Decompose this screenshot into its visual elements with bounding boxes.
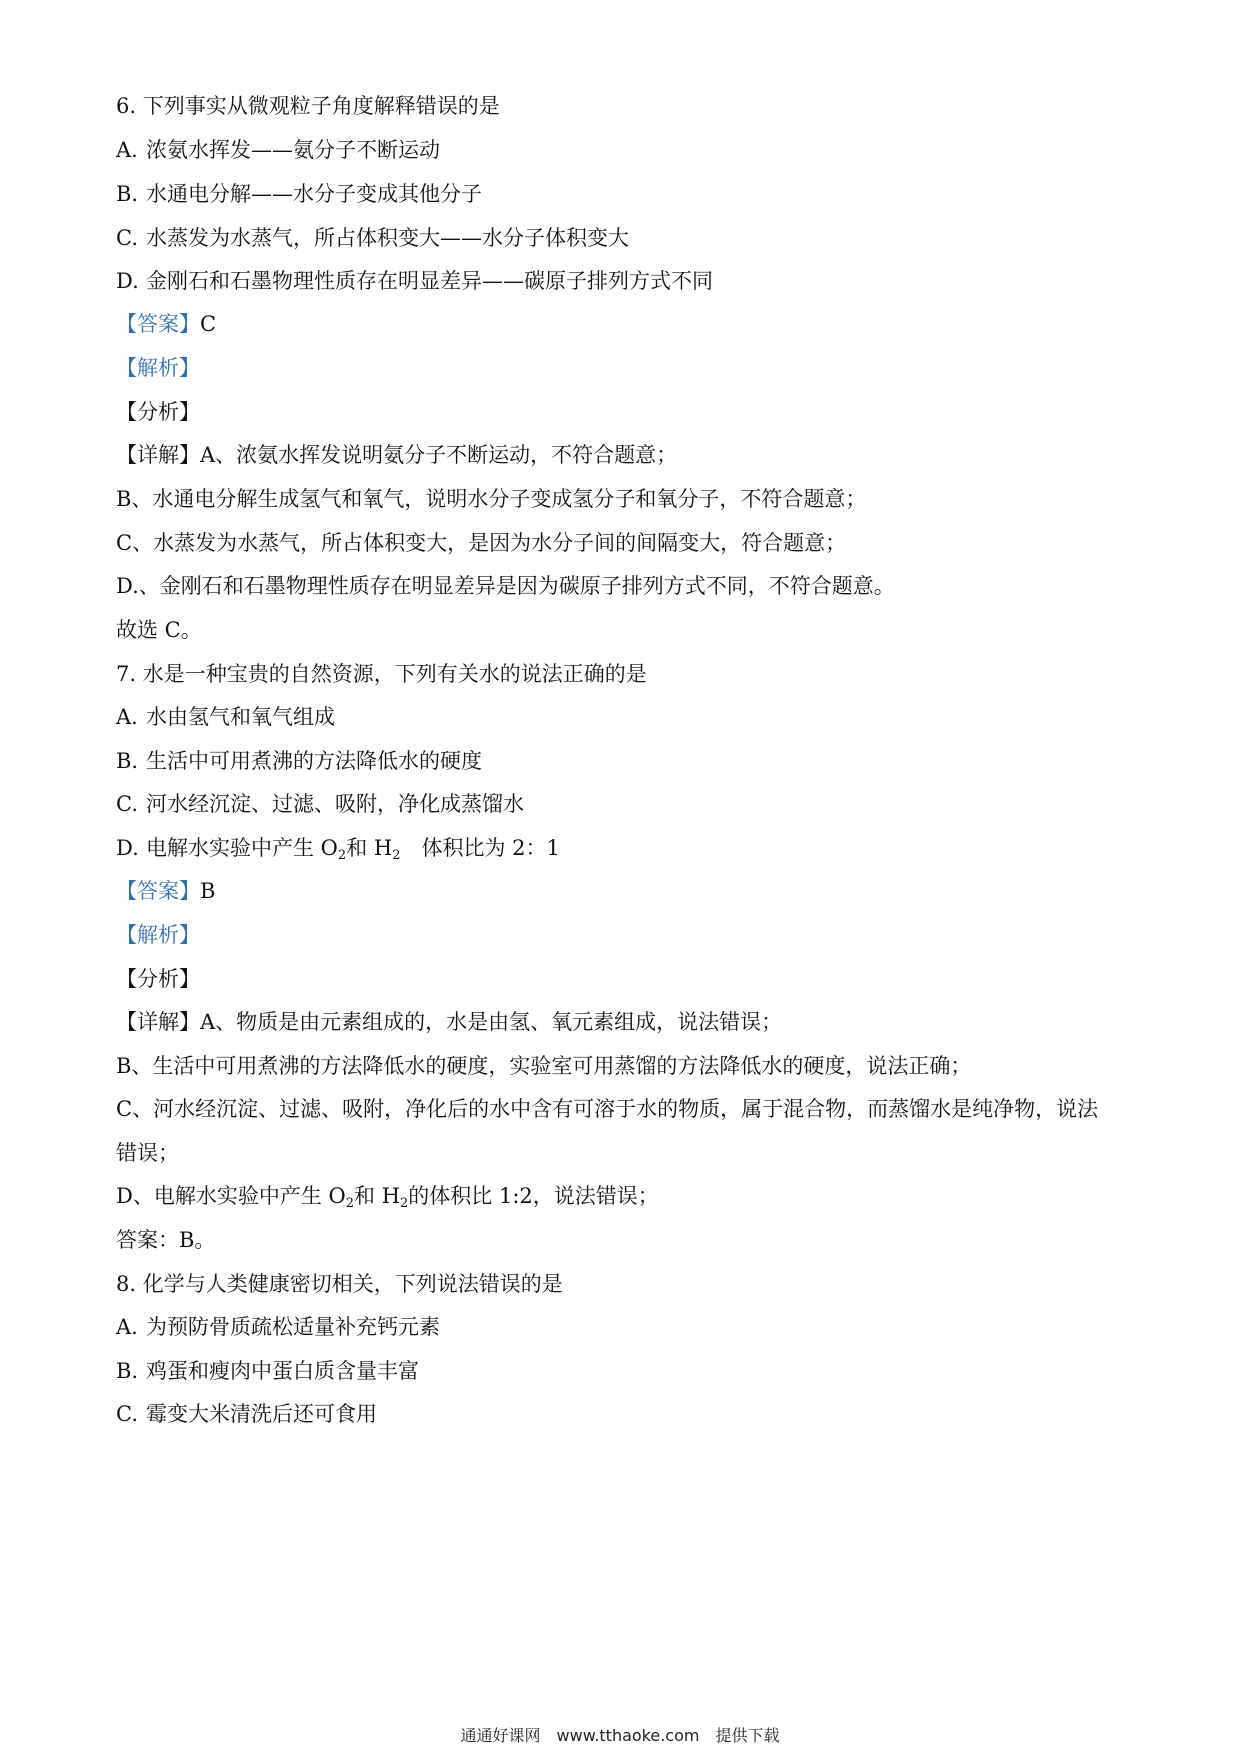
q6-detail-b: B、水通电分解生成氢气和氧气，说明水分子变成氢分子和氧分子，不符合题意； (116, 487, 867, 511)
option-text: 生活中可用煮沸的方法降低水的硬度 (146, 749, 482, 773)
q6-stem: 6. 下列事实从微观粒子角度解释错误的是 (116, 94, 500, 118)
q7-option-c (116, 789, 1140, 819)
q7-conclusion: 答案：B。 (116, 1228, 216, 1252)
option-label: B. (116, 182, 139, 206)
q8-option-b (116, 1356, 1140, 1386)
subscript: 2 (392, 848, 401, 863)
subscript: 2 (337, 848, 347, 863)
detail-tag: 【详解】 (116, 1010, 200, 1034)
answer-value: B (200, 879, 216, 903)
detail-text: A、物质是由元素组成的，水是由氢、氧元素组成，说法错误； (200, 1010, 783, 1034)
analysis-tag: 【解析】 (116, 923, 200, 947)
q7-stem: 7. 水是一种宝贵的自然资源，下列有关水的说法正确的是 (116, 662, 647, 686)
q6-answer (116, 309, 1140, 339)
q7-option-b (116, 746, 1140, 776)
option-text: 鸡蛋和瘦肉中蛋白质含量丰富 (146, 1359, 419, 1383)
q7-detail-b: B、生活中可用煮沸的方法降低水的硬度，实验室可用蒸馏的方法降低水的硬度，说法正确； (116, 1054, 972, 1078)
option-text: 水蒸发为水蒸气，所占体积变大——水分子体积变大 (146, 226, 629, 250)
detail-text-part: 的体积比 1:2，说法错误； (408, 1184, 659, 1208)
option-text: 浓氨水挥发——氨分子不断运动 (146, 138, 440, 162)
option-text: 为预防骨质疏松适量补充钙元素 (146, 1315, 440, 1339)
option-text-part: 和 H (346, 836, 393, 860)
page-footer: 通通好课网 www.tthaoke.com 提供下载 (460, 1726, 780, 1745)
detail-text-part: D、电解水实验中产生 O (116, 1184, 346, 1208)
option-text: 水由氢气和氧气组成 (146, 705, 335, 729)
q6-conclusion: 故选 C。 (116, 618, 202, 642)
q6-option-b (116, 179, 1140, 209)
analysis-tag: 【解析】 (116, 356, 200, 380)
option-text: 河水经沉淀、过滤、吸附，净化成蒸馏水 (146, 792, 524, 816)
q8-option-a (116, 1312, 1140, 1342)
option-text-part: 体积比为 2：1 (400, 836, 560, 860)
q7-option-a (116, 702, 1140, 732)
subscript: 2 (400, 1196, 409, 1211)
option-label: D. (116, 269, 139, 293)
option-label: B. (116, 1359, 139, 1383)
subscript: 2 (345, 1196, 355, 1211)
q6-detail-a (116, 440, 1140, 470)
q8-stem: 8. 化学与人类健康密切相关，下列说法错误的是 (116, 1272, 563, 1296)
detail-tag: 【详解】 (116, 443, 200, 467)
answer-value: C (200, 312, 217, 336)
q6-analysis-heading (116, 353, 1140, 383)
option-label: D. (116, 836, 139, 860)
option-text: 霉变大米清洗后还可食用 (146, 1402, 377, 1426)
q7-fenxi-heading: 【分析】 (116, 967, 200, 991)
detail-text: A、浓氨水挥发说明氨分子不断运动，不符合题意； (200, 443, 678, 467)
q7-option-d (116, 833, 1140, 863)
q7-detail-a (116, 1007, 1140, 1037)
q6-option-d (116, 266, 1140, 296)
option-label: A. (116, 138, 138, 162)
option-text-part: 电解水实验中产生 O (146, 836, 338, 860)
option-label: C. (116, 226, 138, 250)
answer-tag: 【答案】 (116, 879, 200, 903)
q6-fenxi-heading: 【分析】 (116, 400, 200, 424)
q7-answer (116, 876, 1140, 906)
q6-option-a (116, 135, 1140, 165)
q8-option-c (116, 1399, 1140, 1429)
q7-analysis-heading (116, 920, 1140, 950)
q7-detail-d (116, 1181, 1140, 1211)
option-label: C. (116, 1402, 138, 1426)
q6-detail-d: D.、金刚石和石墨物理性质存在明显差异是因为碳原子排列方式不同，不符合题意。 (116, 574, 895, 598)
option-label: B. (116, 749, 139, 773)
option-label: A. (116, 1315, 138, 1339)
q7-detail-c-line2: 错误； (116, 1141, 179, 1165)
answer-tag: 【答案】 (116, 312, 200, 336)
option-label: C. (116, 792, 138, 816)
option-text: 金刚石和石墨物理性质存在明显差异——碳原子排列方式不同 (146, 269, 713, 293)
option-text: 水通电分解——水分子变成其他分子 (146, 182, 482, 206)
detail-text-part: 和 H (354, 1184, 401, 1208)
option-label: A. (116, 705, 138, 729)
q7-detail-c-line1: C、河水经沉淀、过滤、吸附，净化后的水中含有可溶于水的物质，属于混合物，而蒸馏水是纯净物，说法 (116, 1097, 1099, 1121)
q6-detail-c: C、水蒸发为水蒸气，所占体积变大，是因为水分子间的间隔变大，符合题意； (116, 531, 847, 555)
q6-option-c (116, 223, 1140, 253)
